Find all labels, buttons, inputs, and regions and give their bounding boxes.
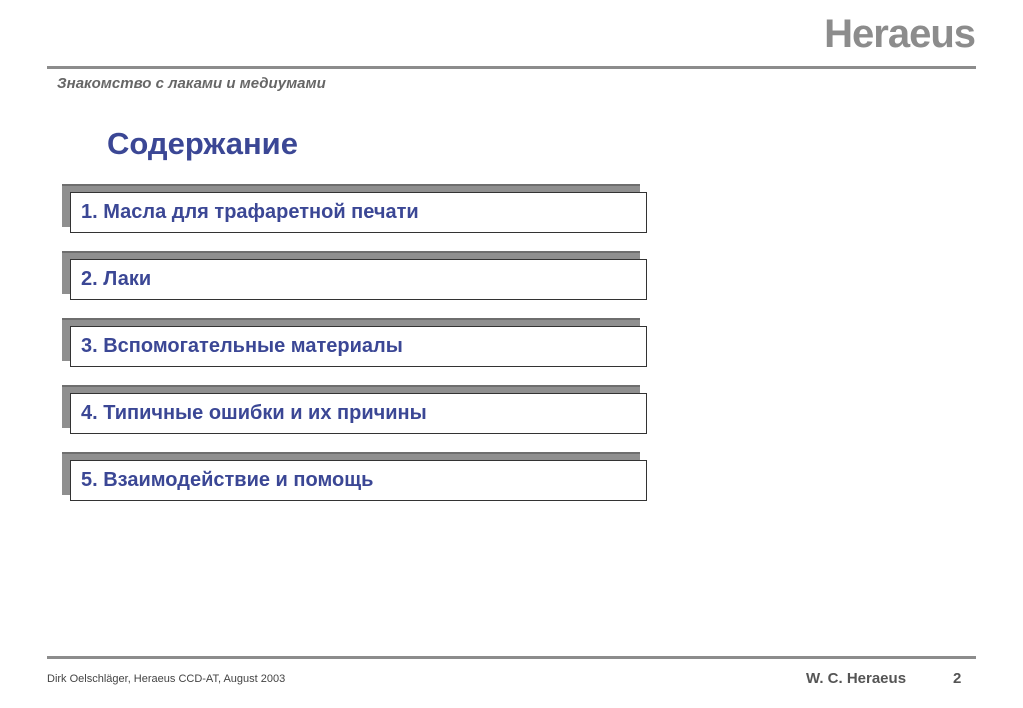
toc-item-box[interactable]: [70, 192, 647, 233]
heraeus-logo: Heraeus: [824, 12, 975, 56]
toc-item-label: 4. Типичные ошибки и их причины: [81, 402, 427, 424]
page-number: 2: [953, 670, 962, 687]
page-title: Содержание: [107, 126, 298, 161]
toc-item-box[interactable]: [70, 460, 647, 501]
toc-item-1[interactable]: [62, 184, 648, 234]
toc-item-label: 3. Вспомогательные материалы: [81, 335, 403, 357]
footer-divider: [47, 656, 976, 659]
toc-item-4[interactable]: [62, 385, 648, 435]
toc-item-label: 1. Масла для трафаретной печати: [81, 201, 419, 223]
presentation-subtitle: Знакомство с лаками и медиумами: [57, 75, 326, 92]
toc-item-box[interactable]: [70, 326, 647, 367]
header-divider: [47, 66, 976, 69]
toc-item-3[interactable]: [62, 318, 648, 368]
toc-item-box[interactable]: [70, 393, 647, 434]
footer-company: W. C. Heraeus: [806, 670, 907, 687]
toc-item-5[interactable]: [62, 452, 648, 502]
toc-item-label: 2. Лаки: [81, 268, 152, 290]
toc-item-label: 5. Взаимодействие и помощь: [81, 469, 374, 491]
footer-author-line: Dirk Oelschläger, Heraeus CCD-AT, August 2003: [47, 673, 286, 685]
toc-item-2[interactable]: [62, 251, 648, 301]
toc-item-box[interactable]: [70, 259, 647, 300]
